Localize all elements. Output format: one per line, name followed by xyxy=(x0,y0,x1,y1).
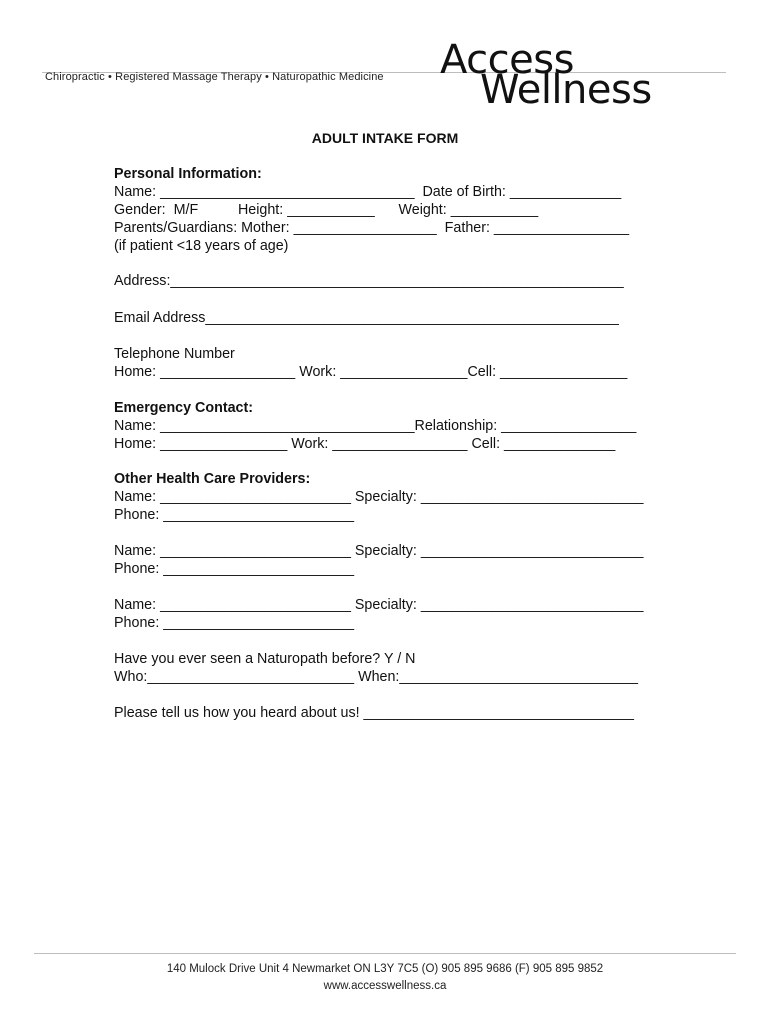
emergency-contact-heading: Emergency Contact: xyxy=(114,400,254,416)
gender-height-weight-field[interactable]: Gender: M/F Height: ___________ Weight: ___________ xyxy=(114,202,539,218)
name-dob-field[interactable]: Name: ________________________________ Date of Birth: ______________ xyxy=(114,184,622,200)
footer-divider xyxy=(34,953,736,954)
parents-guardians-field[interactable]: Parents/Guardians: Mother: __________________ Father: _________________ xyxy=(114,220,630,236)
naturopath-who-when-field[interactable]: Who:__________________________ When:______________________________ xyxy=(114,669,638,685)
address-field[interactable]: Address:_________________________________________________________ xyxy=(114,273,624,289)
telephone-fields[interactable]: Home: _________________ Work: ________________Cell: ________________ xyxy=(114,364,628,380)
health-providers-heading: Other Health Care Providers: xyxy=(114,471,311,487)
provider-3-phone-field[interactable]: Phone: ________________________ xyxy=(114,615,355,631)
footer-website: www.accesswellness.ca xyxy=(323,980,447,992)
emergency-phone-fields[interactable]: Home: ________________ Work: _________________ Cell: ______________ xyxy=(114,436,616,452)
emergency-name-relationship-field[interactable]: Name: ________________________________Relationship: _________________ xyxy=(114,418,637,434)
provider-2-phone-field[interactable]: Phone: ________________________ xyxy=(114,561,355,577)
telephone-heading: Telephone Number xyxy=(114,346,235,362)
email-field[interactable]: Email Address____________________________________________________ xyxy=(114,310,619,326)
parents-note: (if patient <18 years of age) xyxy=(114,238,289,254)
footer-address: 140 Mulock Drive Unit 4 Newmarket ON L3Y 7C5 (O) 905 895 9686 (F) 905 895 9852 xyxy=(166,963,604,975)
services-tagline: Chiropractic • Registered Massage Therapy • Naturopathic Medicine xyxy=(45,71,384,83)
logo-line-wellness: Wellness xyxy=(480,67,652,113)
provider-3-name-specialty-field[interactable]: Name: ________________________ Specialty: ____________________________ xyxy=(114,597,644,613)
logo-line-access: Access xyxy=(440,37,574,83)
referral-source-field[interactable]: Please tell us how you heard about us! __________________________________ xyxy=(114,705,634,721)
form-title: ADULT INTAKE FORM xyxy=(311,130,459,146)
provider-1-phone-field[interactable]: Phone: ________________________ xyxy=(114,507,355,523)
personal-info-heading: Personal Information: xyxy=(114,166,262,182)
provider-2-name-specialty-field[interactable]: Name: ________________________ Specialty: ____________________________ xyxy=(114,543,644,559)
naturopath-question[interactable]: Have you ever seen a Naturopath before? Y / N xyxy=(114,651,416,667)
provider-1-name-specialty-field[interactable]: Name: ________________________ Specialty: ____________________________ xyxy=(114,489,644,505)
